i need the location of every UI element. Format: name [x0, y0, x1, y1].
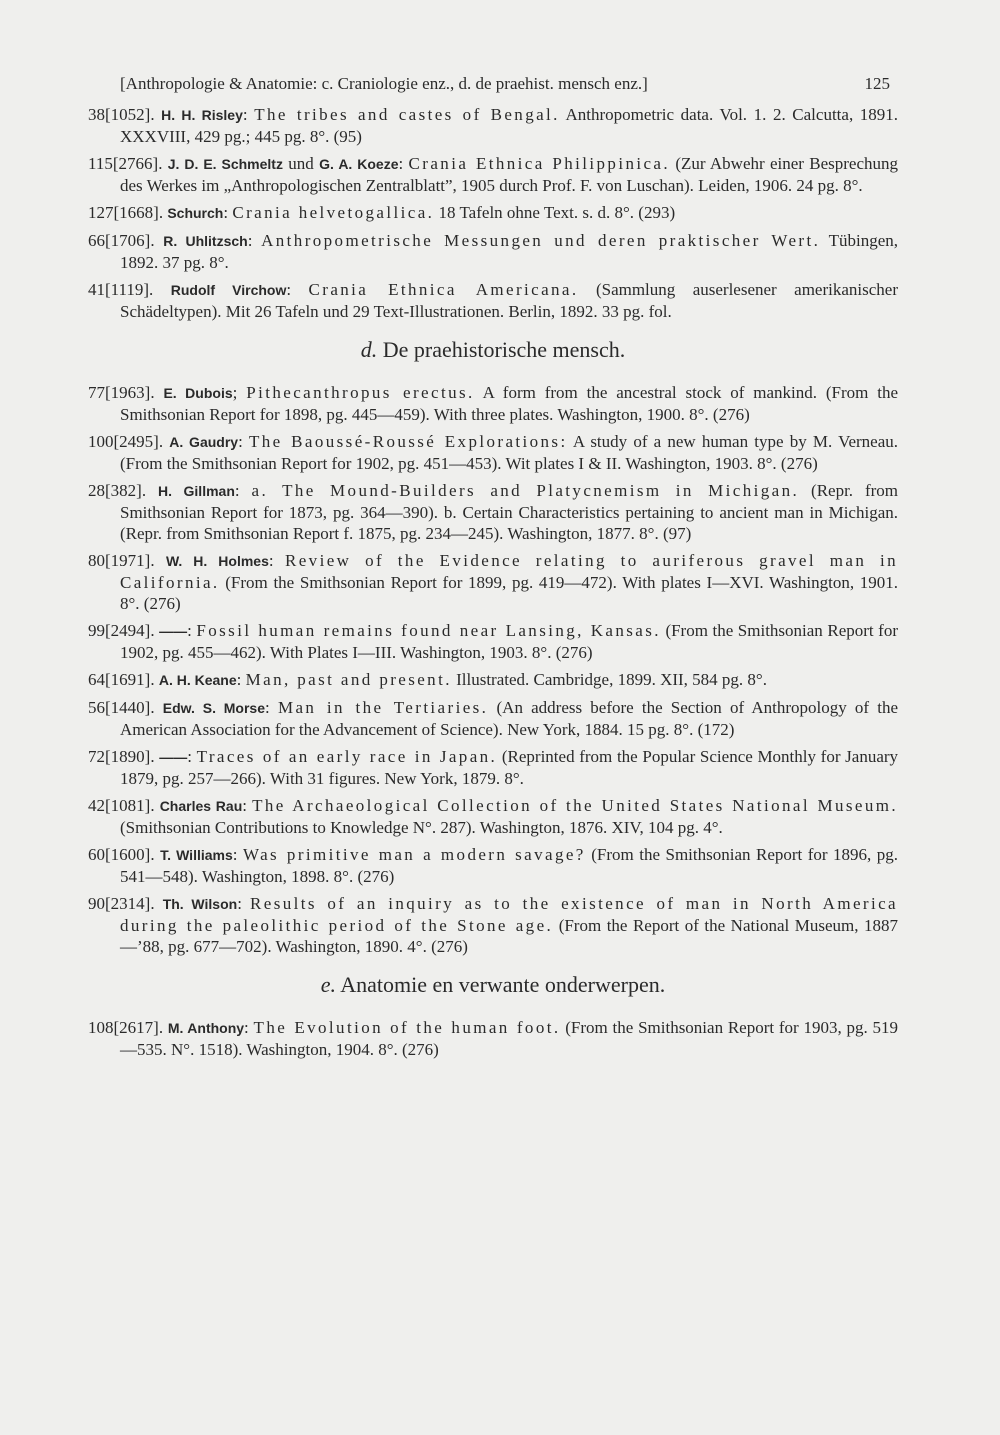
entry-number: 41[1119]. — [88, 280, 154, 299]
entries-craniologie — [88, 104, 898, 322]
entry-number: 28[382]. — [88, 481, 147, 500]
bibliography-entry — [88, 795, 898, 838]
bibliography-entry — [88, 480, 898, 544]
entry-details: 18 Tafeln ohne Text. s. d. 8°. (293) — [438, 203, 676, 222]
entry-author: A. Gaudry — [169, 434, 239, 450]
page-number: 125 — [864, 74, 890, 93]
entry-title: a. The Mound-Builders and Platycnemism in Michigan. — [251, 481, 800, 500]
entry-title: The Archaeological Collection of the United States National Museum. — [252, 796, 898, 815]
entry-number: 100[2495]. — [88, 432, 164, 451]
entry-separator: : — [247, 231, 253, 250]
section-title: De praehistorische mensch. — [382, 337, 626, 362]
bibliography-entry — [88, 550, 898, 614]
entry-details: (From the Report of the National Museum, 1887—’88, pg. 677—702). Washington, 1890. 4°. (276) — [120, 916, 898, 956]
entry-author: H. H. Risley — [161, 107, 243, 123]
section-title: Anatomie en verwante onderwerpen. — [340, 972, 666, 997]
running-header — [120, 72, 898, 96]
bibliography-entry — [88, 1017, 898, 1060]
entry-number: 115[2766]. — [88, 154, 163, 173]
entry-author: A. H. Keane — [158, 672, 237, 688]
section-heading-d — [88, 336, 898, 364]
entry-author: Th. Wilson — [162, 896, 238, 912]
entry-author: —— — [159, 623, 188, 639]
entry-author: W. H. Holmes — [165, 553, 269, 569]
entry-title: Results of an inquiry as to the existence of man in North America during the paleolithic period of the Stone age. — [120, 894, 898, 935]
entry-author: J. D. E. Schmeltz — [167, 156, 283, 172]
entry-details: (Zur Abwehr einer Besprechung des Werkes im „Anthropologischen Zentralblatt”, 1905 durch Prof. F. von Luschan). Leiden, 1906. 24 pg. 8°. — [120, 154, 899, 195]
bibliography-entry — [88, 844, 898, 887]
entry-number: 127[1668]. — [88, 203, 164, 222]
entry-title: Traces of an early race in Japan. — [196, 747, 498, 766]
entry-details: (From the Smithsonian Report for 1899, pg. 419—472). With plates I—XVI. Washington, 1901. 8°. (276) — [120, 573, 899, 613]
entry-number: 90[2314]. — [88, 894, 155, 913]
bibliography-entry — [88, 153, 898, 196]
entry-details: (An address before the Section of Anthropology of the American Association for the Advancement of Science). New York, 1884. 15 pg. 8°. (172) — [120, 698, 899, 739]
entry-author: —— — [159, 749, 188, 765]
entry-separator: : — [398, 154, 404, 173]
entry-details: (Smithsonian Contributions to Knowledge N°. 287). Washington, 1876. XIV, 104 pg. 4°. — [120, 818, 723, 837]
entry-author: Schurch — [167, 205, 224, 221]
entry-details: A study of a new human type by M. Verneau. (From the Smithsonian Report for 1902, pg. 451—453). Wit plates I & II. Washington, 1903. 8°. (276) — [120, 432, 899, 473]
entry-title: Was primitive man a modern savage? — [243, 845, 586, 864]
entry-separator: : — [236, 670, 242, 689]
entry-details: (From the Smithsonian Report for 1902, pg. 455—462). With Plates I—III. Washington, 1903. 8°. (276) — [120, 621, 898, 662]
bibliography-entry — [88, 697, 898, 740]
bibliography-entry — [88, 431, 898, 474]
entry-author: G. A. Koeze — [319, 156, 399, 172]
entry-details: Anthropometric data. Vol. 1. 2. Calcutta, 1891. XXXVIII, 429 pg.; 445 pg. 8°. (95) — [120, 105, 899, 146]
entry-author: Charles Rau — [159, 798, 243, 814]
entry-title: Crania Ethnica Americana. — [308, 280, 579, 299]
header-text: [Anthropologie & Anatomie: c. Craniologie enz., d. de praehist. mensch enz.] — [120, 74, 648, 93]
entry-details: (From the Smithsonian Report for 1896, pg. 541—548). Washington, 1898. 8°. (276) — [120, 845, 899, 886]
entry-title: The Evolution of the human foot. — [253, 1018, 561, 1037]
entry-separator: : — [242, 796, 247, 815]
entry-number: 42[1081]. — [88, 796, 155, 815]
entry-details: (Reprinted from the Popular Science Monthly for January 1879, pg. 257—266). With 31 figures. New York, 1879. 8°. — [120, 747, 899, 788]
entry-title: Man, past and present. — [245, 670, 452, 689]
entry-separator: : — [268, 551, 274, 570]
entry-details: A form from the ancestral stock of mankind. (From the Smithsonian Report for 1898, pg. 445—459). With three plates. Washington, 1900. 8°. (276) — [120, 383, 899, 424]
entry-number: 60[1600]. — [88, 845, 155, 864]
entry-details: (Repr. from Smithsonian Report for 1873, pg. 364—390). b. Certain Characteristics pertaining to ancient man in Michigan. (Repr. from Smithsonian Report f. 1875, pg. 234—245). Washington, 1877. 8°. (97) — [120, 481, 898, 543]
bibliography-entry — [88, 230, 898, 273]
entry-author: H. Gillman — [157, 483, 235, 499]
entries-anatomie — [88, 1017, 898, 1060]
entry-separator: : — [232, 845, 238, 864]
entry-number: 80[1971]. — [88, 551, 155, 570]
bibliography-entry — [88, 620, 898, 663]
entry-number: 108[2617]. — [88, 1018, 164, 1037]
entry-separator: : — [223, 203, 229, 222]
entry-conjunction: und — [288, 154, 314, 173]
bibliography-entry — [88, 279, 898, 322]
section-heading-e — [88, 971, 898, 999]
entry-number: 66[1706]. — [88, 231, 155, 250]
entry-author: Edw. S. Morse — [162, 700, 266, 716]
entry-number: 99[2494]. — [88, 621, 155, 640]
entry-number: 77[1963]. — [88, 383, 155, 402]
entry-title: The Baoussé-Roussé Explorations: — [248, 432, 568, 451]
entry-number: 72[1890]. — [88, 747, 155, 766]
entry-title: Review of the Evidence relating to auriferous gravel man in California. — [120, 551, 899, 592]
entry-details: Tübingen, 1892. 37 pg. 8°. — [120, 231, 898, 272]
entry-title: Crania helvetogallica. — [232, 203, 435, 222]
section-letter: e. — [320, 972, 336, 997]
bibliography-entry — [88, 202, 898, 224]
page — [88, 72, 898, 1066]
entry-number: 64[1691]. — [88, 670, 155, 689]
entry-title: Crania Ethnica Philippinica. — [408, 154, 671, 173]
entry-author: Rudolf Virchow — [170, 282, 287, 298]
entry-author: T. Williams — [160, 847, 233, 863]
section-letter: d. — [360, 337, 378, 362]
entry-separator: : — [286, 280, 292, 299]
entry-separator: : — [237, 894, 242, 913]
bibliography-entry — [88, 382, 898, 425]
entry-separator: : — [187, 621, 192, 640]
bibliography-entry — [88, 893, 898, 957]
entry-separator: : — [187, 747, 192, 766]
entry-title: Anthropometrische Messungen und deren praktischer Wert. — [261, 231, 821, 250]
entry-title: Pithecanthropus erectus. — [246, 383, 475, 402]
entry-separator: : — [238, 432, 243, 451]
entry-separator: ; — [232, 383, 238, 402]
entry-author: E. Dubois — [163, 385, 233, 401]
entry-separator: : — [265, 698, 270, 717]
entry-details: (From the Smithsonian Report for 1903, pg. 519—535. N°. 1518). Washington, 1904. 8°. (276) — [120, 1018, 898, 1059]
entry-details: (Sammlung auserlesener amerikanischer Schädeltypen). Mit 26 Tafeln und 29 Text-Illustrationen. Berlin, 1892. 33 pg. fol. — [120, 280, 898, 321]
entry-separator: : — [244, 1018, 249, 1037]
bibliography-entry — [88, 746, 898, 789]
entry-author: M. Anthony — [167, 1020, 245, 1036]
entries-praehistorie — [88, 382, 898, 957]
entry-number: 56[1440]. — [88, 698, 155, 717]
entry-title: The tribes and castes of Bengal. — [254, 105, 560, 124]
bibliography-entry — [88, 104, 898, 147]
entry-title: Fossil human remains found near Lansing, Kansas. — [196, 621, 661, 640]
entry-number: 38[1052]. — [88, 105, 155, 124]
entry-separator: : — [234, 481, 240, 500]
entry-title: Man in the Tertiaries. — [277, 698, 489, 717]
entry-author: R. Uhlitzsch — [163, 233, 248, 249]
entry-details: Illustrated. Cambridge, 1899. XII, 584 pg. 8°. — [456, 670, 767, 689]
bibliography-entry — [88, 669, 898, 691]
entry-separator: : — [242, 105, 248, 124]
